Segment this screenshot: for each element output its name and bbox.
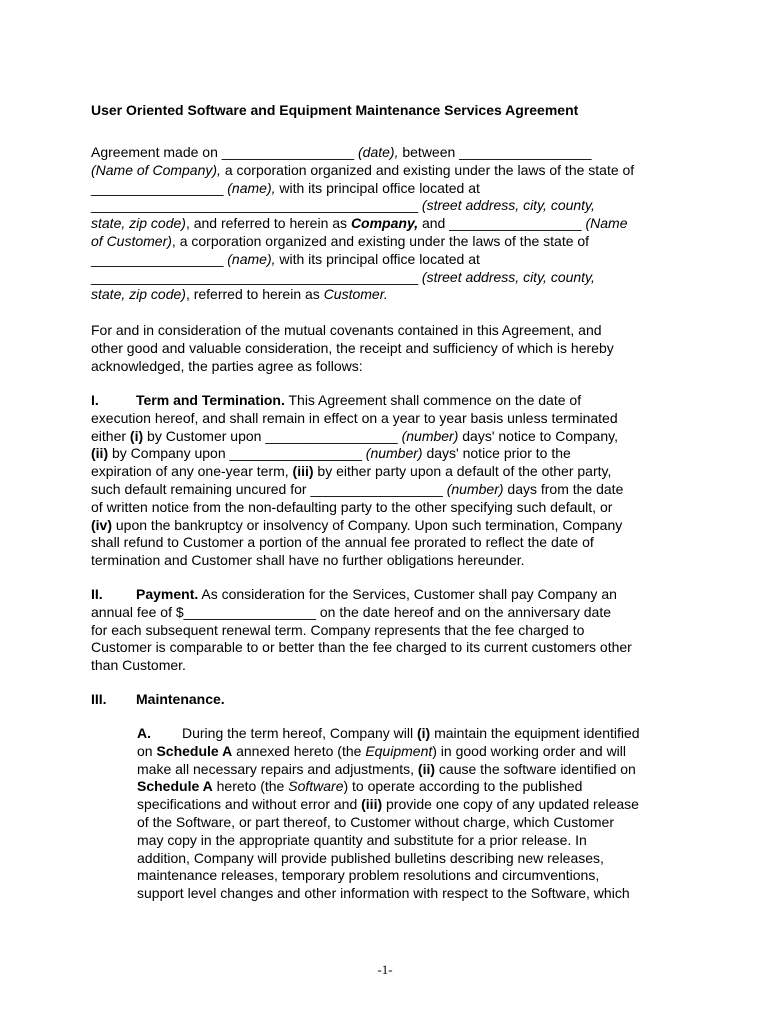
subsection-label: A. xyxy=(137,725,151,741)
section-term-termination: I. Term and Termination. This Agreement shall commence on the date of execution hereof, and shall remain in effect on a year to year basis unless terminated either (i) by Customer upon _________________ (number) days' notice to Company, (ii) by Company upon _________________ (number) days' notice prior to the expiration of any one-year term, (iii) by either party upon a default of the other party, such default remaining uncured for _________________ (number) days from the date of written notice from the non-defaulting party to the other specifying such default, or (iv) upon the bankruptcy or insolvency of Company. Upon such termination, Company shall refund to Customer a portion of the annual fee prorated to reflect the date of termination and Customer shall have no further obligations hereunder. xyxy=(91,392,624,569)
section-number: I. xyxy=(91,392,99,408)
section-maintenance xyxy=(91,691,691,709)
section-number: II. xyxy=(91,586,103,602)
preamble-paragraph: Agreement made on _________________ (date), between _________________ (Name of Company), a corporation organized and existing under the laws of the state of _________________ (name), with its principal office located at __________________________________________ (street address, city, county, state, zip code), and referred to herein as Company, and _________________ (Name of Customer), a corporation organized and existing under the laws of the state of _________________ (name), with its principal office located at __________________________________________ (street address, city, county, state, zip code), referred to herein as Customer. xyxy=(91,144,635,303)
agreement-title: User Oriented Software and Equipment Maintenance Services Agreement xyxy=(91,102,579,118)
maintenance-subsection-a: A. During the term hereof, Company will (i) maintain the equipment identified on Schedule A annexed hereto (the Equipment) in good working order and will make all necessary repairs and adjustments, (ii) cause the software identified on Schedule A hereto (the Software) to operate according to the published specifications and without error and (iii) provide one copy of any updated release of the Software, or part thereof, to Customer without charge, which Customer may copy in the appropriate quantity and substitute for a prior release. In addition, Company will provide published bulletins describing new releases, maintenance releases, temporary problem resolutions and circumventions, support level changes and other information with respect to the Software, which xyxy=(137,725,640,902)
section-payment: II. Payment. As consideration for the Services, Customer shall pay Company an annual fee of $_________________ on the date hereof and on the anniversary date for each subsequent renewal term. Company represents that the fee charged to Customer is comparable to or better than the fee charged to its current customers other than Customer. xyxy=(91,586,632,674)
section-number: III. xyxy=(91,691,107,707)
page-number: -1- xyxy=(377,962,393,977)
section-heading: Maintenance. xyxy=(136,691,225,707)
consideration-paragraph: For and in consideration of the mutual covenants contained in this Agreement, and other good and valuable consideration, the receipt and sufficiency of which is hereby acknowledged, the parties agree as follows: xyxy=(91,322,614,374)
section-heading: Payment. xyxy=(136,586,199,602)
section-heading: Term and Termination. xyxy=(136,392,285,408)
